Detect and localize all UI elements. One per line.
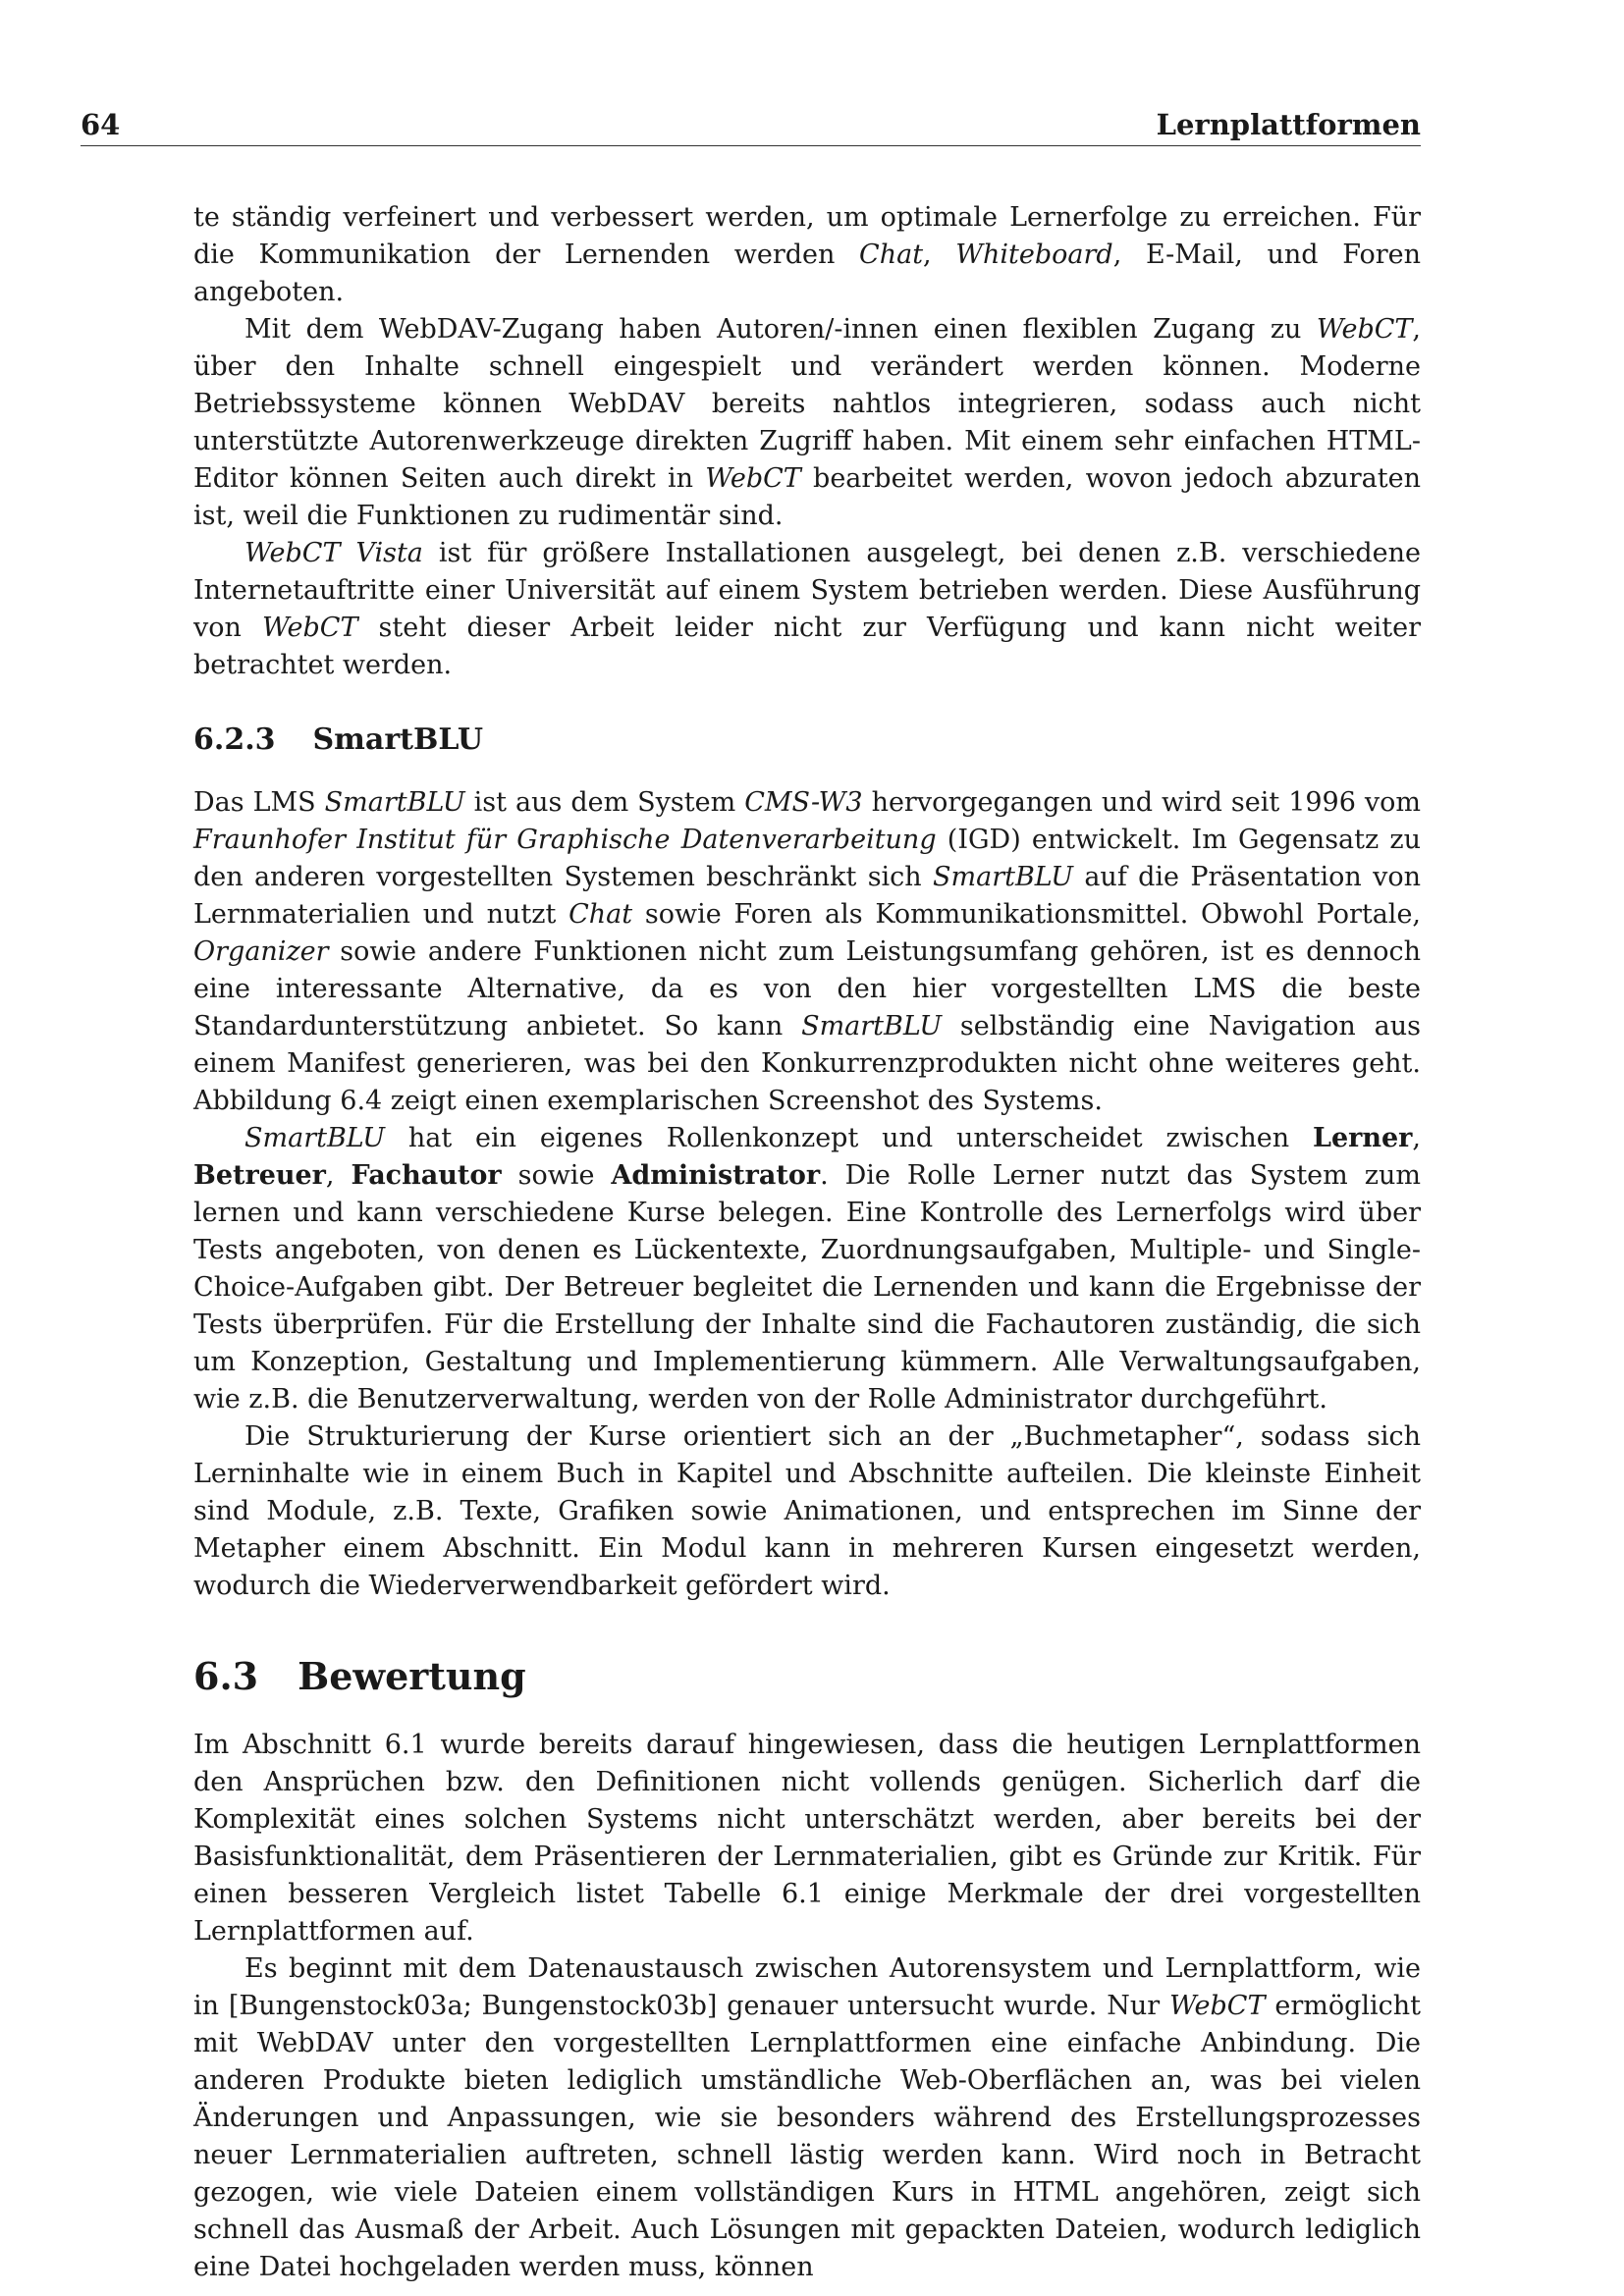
- paragraph: WebCT Vista ist für größere Installationen ausgelegt, bei denen z.B. verschiedene Internetauftritte einer Universität auf einem System betrieben werden. Diese Ausführung von WebCT steht dieser Arbeit leider nicht zur Verfügung und kann nicht weiter betrachtet werden.: [193, 538, 1421, 680]
- paragraph: Die Strukturierung der Kurse orientiert sich an der „Buchmetapher“, sodass sich Lerninhalte wie in einem Buch in Kapitel und Abschnitte aufteilen. Die kleinste Einheit sind Module, z.B. Texte, Grafiken sowie Animationen, und entsprechen im Sinne der Metapher einem Abschnitt. Ein Modul kann in mehreren Kursen eingesetzt werden, wodurch die Wiederverwendbarkeit gefördert wird.: [193, 1421, 1421, 1601]
- emphasis: Organizer: [193, 936, 329, 967]
- strong-term: Administrator: [611, 1160, 821, 1191]
- emphasis: CMS-W3: [744, 787, 863, 818]
- section-title: Bewertung: [298, 1654, 526, 1698]
- emphasis: WebCT: [1169, 1991, 1266, 2021]
- chapter-title: Lernplattformen: [1156, 108, 1421, 141]
- paragraph: Im Abschnitt 6.1 wurde bereits darauf hingewiesen, dass die heutigen Lernplattformen den Ansprüchen bzw. den Definitionen nicht vollends genügen. Sicherlich darf die Komplexität eines solchen Systems nicht unterschätzt werden, aber bereits bei der Basisfunktionalität, dem Präsentieren der Lernmaterialien, gibt es Gründe zur Kritik. Für einen besseren Vergleich listet Tabelle 6.1 einige Merkmale der drei vorgestellten Lernplattformen auf.: [193, 1730, 1421, 1947]
- emphasis: SmartBLU: [801, 1011, 943, 1041]
- emphasis: SmartBLU: [244, 1123, 386, 1153]
- emphasis: Fraunhofer Institut für Graphische Datenverarbeitung: [193, 825, 937, 855]
- strong-term: Betreuer: [193, 1160, 326, 1191]
- header-rule: [81, 145, 1421, 146]
- paragraph: Das LMS SmartBLU ist aus dem System CMS-W3 hervorgegangen und wird seit 1996 vom Fraunhofer Institut für Graphische Datenverarbeitung (IGD) entwickelt. Im Gegensatz zu den anderen vorgestellten Systemen beschränkt sich SmartBLU auf die Präsentation von Lernmaterialien und nutzt Chat sowie Foren als Kommunikationsmittel. Obwohl Portale, Organizer sowie andere Funktionen nicht zum Leistungsumfang gehören, ist es dennoch eine interessante Alternative, da es von den hier vorgestellten LMS die beste Standardunterstützung anbietet. So kann SmartBLU selbständig eine Navigation aus einem Manifest generieren, was bei den Konkurrenzprodukten nicht ohne weiteres geht. Abbildung 6.4 zeigt einen exemplarischen Screenshot des Systems.: [193, 787, 1422, 1116]
- emphasis: WebCT: [705, 463, 801, 494]
- strong-term: Fachautor: [351, 1160, 502, 1191]
- section-heading: [193, 1654, 1421, 1698]
- subsection-number: 6.2.3: [193, 722, 276, 757]
- paragraph: te ständig verfeinert und verbessert werden, um optimale Lernerfolge zu erreichen. Für die Kommunikation der Lernenden werden Chat, Whiteboard, E-Mail, und Foren angeboten.: [193, 202, 1421, 307]
- paragraphs-subsection: [193, 784, 1421, 1605]
- emphasis: Whiteboard: [955, 240, 1113, 270]
- emphasis: SmartBLU: [324, 787, 465, 818]
- section-number: 6.3: [193, 1654, 259, 1698]
- paragraph: Mit dem WebDAV-Zugang haben Autoren/-innen einen flexiblen Zugang zu WebCT, über den Inhalte schnell eingespielt und verändert werden können. Moderne Betriebssysteme können WebDAV bereits nahtlos integrieren, sodass auch nicht unterstützte Autorenwerkzeuge direkten Zugriff haben. Mit einem sehr einfachen HTML-Editor können Seiten auch direkt in WebCT bearbeitet werden, wovon jedoch abzuraten ist, weil die Funktionen zu rudimentär sind.: [193, 314, 1421, 531]
- strong-term: Lerner: [1312, 1123, 1413, 1153]
- subsection-title: SmartBLU: [312, 722, 483, 757]
- subsection-heading: [193, 721, 1421, 759]
- emphasis: WebCT: [1316, 314, 1413, 345]
- emphasis: Chat: [568, 899, 633, 930]
- emphasis: WebCT: [261, 613, 358, 643]
- paragraph: Es beginnt mit dem Datenaustausch zwischen Autorensystem und Lernplattform, wie in [Bungenstock03a; Bungenstock03b] genauer untersucht wurde. Nur WebCT ermöglicht mit WebDAV unter den vorgestellten Lernplattformen eine einfache Anbindung. Die anderen Produkte bieten lediglich umständliche Web-Oberflächen an, was bei vielen Änderungen und Anpassungen, wie sie besonders während des Erstellungsprozesses neuer Lernmaterialien auftreten, schnell lästig werden kann. Wird noch in Betracht gezogen, wie viele Dateien einem vollständigen Kurs in HTML angehören, zeigt sich schnell das Ausmaß der Arbeit. Auch Lösungen mit gepackten Dateien, wodurch lediglich eine Datei hochgeladen werden muss, können: [193, 1953, 1421, 2282]
- paragraph: SmartBLU hat ein eigenes Rollenkonzept und unterscheidet zwischen Lerner, Betreuer, Fachautor sowie Administrator. Die Rolle Lerner nutzt das System zum lernen und kann verschiedene Kurse belegen. Eine Kontrolle des Lernerfolgs wird über Tests angeboten, von denen es Lückentexte, Zuordnungsaufgaben, Multiple- und Single-Choice-Aufgaben gibt. Der Betreuer begleitet die Lernenden und kann die Ergebnisse der Tests überprüfen. Für die Erstellung der Inhalte sind die Fachautoren zuständig, die sich um Konzeption, Gestaltung und Implementierung kümmern. Alle Verwaltungsaufgaben, wie z.B. die Benutzerverwaltung, werden von der Rolle Administrator durchgeführt.: [193, 1123, 1421, 1415]
- page-number: 64: [81, 108, 121, 141]
- emphasis: WebCT Vista: [244, 538, 423, 568]
- emphasis: Chat: [859, 240, 924, 270]
- emphasis: SmartBLU: [933, 862, 1074, 892]
- paragraphs-before: [193, 199, 1421, 684]
- running-header: [81, 108, 1421, 141]
- paragraphs-section: [193, 1727, 1421, 2286]
- body-text: [193, 199, 1421, 2286]
